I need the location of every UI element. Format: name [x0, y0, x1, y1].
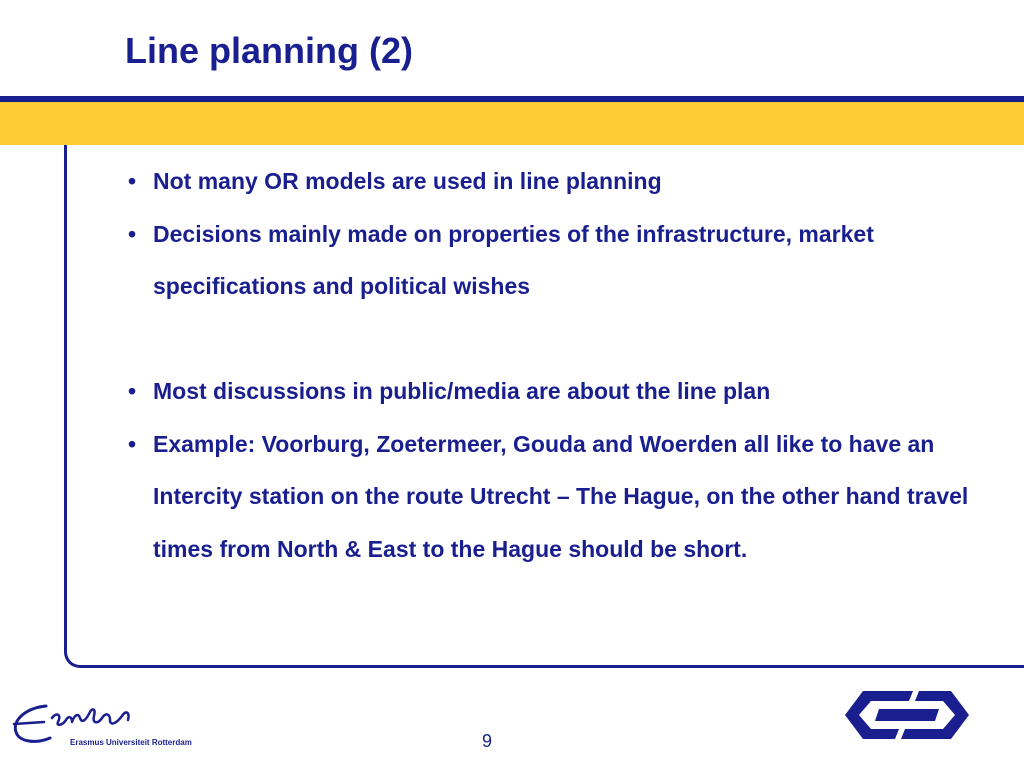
bullet-spacer [128, 313, 998, 366]
university-logo [6, 698, 206, 750]
page-number: 9 [482, 731, 493, 751]
bullet-list [128, 155, 998, 575]
bullet-text: Not many OR models are used in line planning [153, 168, 662, 194]
bullet-text: Most discussions in public/media are about the line plan [153, 378, 771, 404]
bullet-dot: • [128, 378, 137, 404]
slide-title: Line planning (2) [125, 30, 413, 71]
bullet-dot: • [128, 220, 137, 247]
bullet-text: Example: Voorburg, Zoetermeer, Gouda and Woerden all like to have an Intercity station on the route Utrecht – The Hague, on the other hand travel times from North & East to the Hague should be short. [153, 430, 969, 562]
bullet-dot: • [128, 168, 137, 194]
university-name: Erasmus Universiteit Rotterdam [70, 738, 192, 747]
bullet-item [128, 418, 998, 576]
ns-arrows-logo-icon [843, 689, 971, 746]
bullet-text: Decisions mainly made on properties of the infrastructure, market specifications and political wishes [153, 220, 874, 299]
bullet-item [128, 365, 998, 418]
title-band [0, 102, 1024, 145]
bullet-item [128, 155, 998, 208]
bullet-item [128, 208, 998, 313]
bullet-dot: • [128, 430, 137, 457]
